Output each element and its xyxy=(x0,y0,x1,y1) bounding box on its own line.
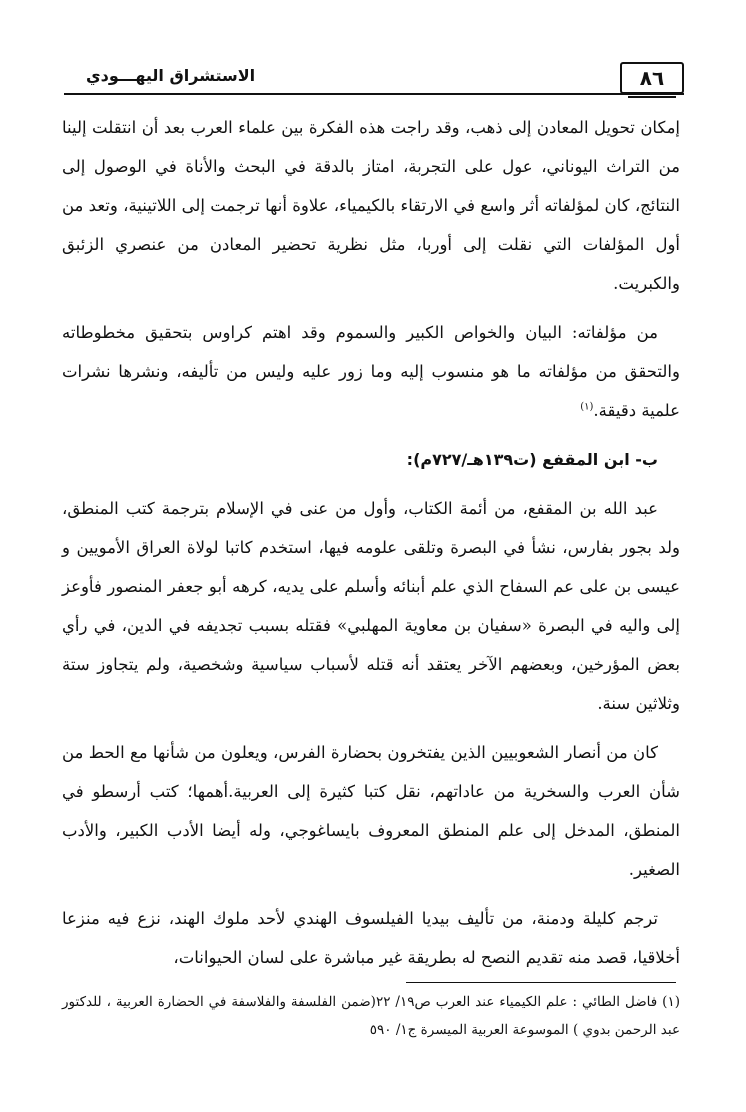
section-heading: ب- ابن المقفع (ت١٣٩هـ/٧٢٧م): xyxy=(406,450,658,469)
paragraph-1: إمكان تحويل المعادن إلى ذهب، وقد راجت هذه الفكرة بين علماء العرب بعد أن انتقلت إلينا من التراث اليوناني، عول على التجربة، امتاز بالدقة في البحث والأناة في الوصول إلى النتائج، كان لمؤلفاته أثر واسع في الارتقاء بالكيمياء، علاوة أنها ترجمت إلى اللاتينية، وتعد من أول المؤلفات التي نقلت إلى أوربا، مثل نظرية تحضير المعادن من عنصري الزئبق والكبريت. xyxy=(62,118,680,293)
paragraph-5: ترجم كليلة ودمنة، من تأليف بيديا الفيلسوف الهندي لأحد ملوك الهند، نزع فيه منزعا أخلاقيا، قصد منه تقديم النصح له بطريقة غير مباشرة على لسان الحيوانات، xyxy=(62,909,680,967)
paragraph-3: عبد الله بن المقفع، من أئمة الكتاب، وأول من عنى في الإسلام بترجمة كتب المنطق، ولد بجور بفارس، نشأ في البصرة وتلقى علومه فيها، استخدم كاتبا لولاة العراق الأمويين و عيسى بن على عم السفاح الذي علم أبنائه وأسلم على يديه، كرهه أبو جعفر المنصور فأوعز إلى واليه في البصرة «سفيان بن معاوية المهلبي» فقتله بسبب تجديفه في الدين، في رأي بعض المؤرخين، وبعضهم الآخر يعتقد أنه قتله لأسباب سياسية وشخصية، ولم يتجاوز ستة وثلاثين سنة. xyxy=(62,499,680,713)
footnote-reference: (١) xyxy=(580,401,594,413)
footnote: (١) فاضل الطائي : علم الكيمياء عند العرب ص١٩/ ٢٢(ضمن الفلسفة والفلاسفة في الحضارة العربية ، للدكتور عبد الرحمن بدوي ) الموسوعة العربية الميسرة ج١/ ٥٩٠ xyxy=(62,994,680,1038)
running-header xyxy=(64,60,684,98)
running-title: الاستشراق اليهـــودي xyxy=(80,64,261,88)
paragraph-2 xyxy=(62,313,680,430)
body-text xyxy=(62,108,680,987)
page-number: ٨٦ xyxy=(620,62,684,94)
paragraph-2-text: من مؤلفاته: البيان والخواص الكبير والسموم وقد اهتم كراوس بتحقيق مخطوطاته والتحقق من مؤلفاته ما هو منسوب إليه وما زور عليه وليس من تأليفه، ونشرها نشرات علمية دقيقة. xyxy=(62,323,680,420)
footnote-separator xyxy=(406,982,676,983)
header-rule xyxy=(64,93,684,95)
paragraph-4: كان من أنصار الشعوبيين الذين يفتخرون بحضارة الفرس، ويعلون من شأنها مع الحط من شأن العرب والسخرية من عاداتهم، نقل كتبا كثيرة إلى العربية.أهمها؛ كتب أرسطو في المنطق، المدخل إلى علم المنطق المعروف بايساغوجي، وله أيضا الأدب الكبير، والأدب الصغير. xyxy=(62,743,680,879)
